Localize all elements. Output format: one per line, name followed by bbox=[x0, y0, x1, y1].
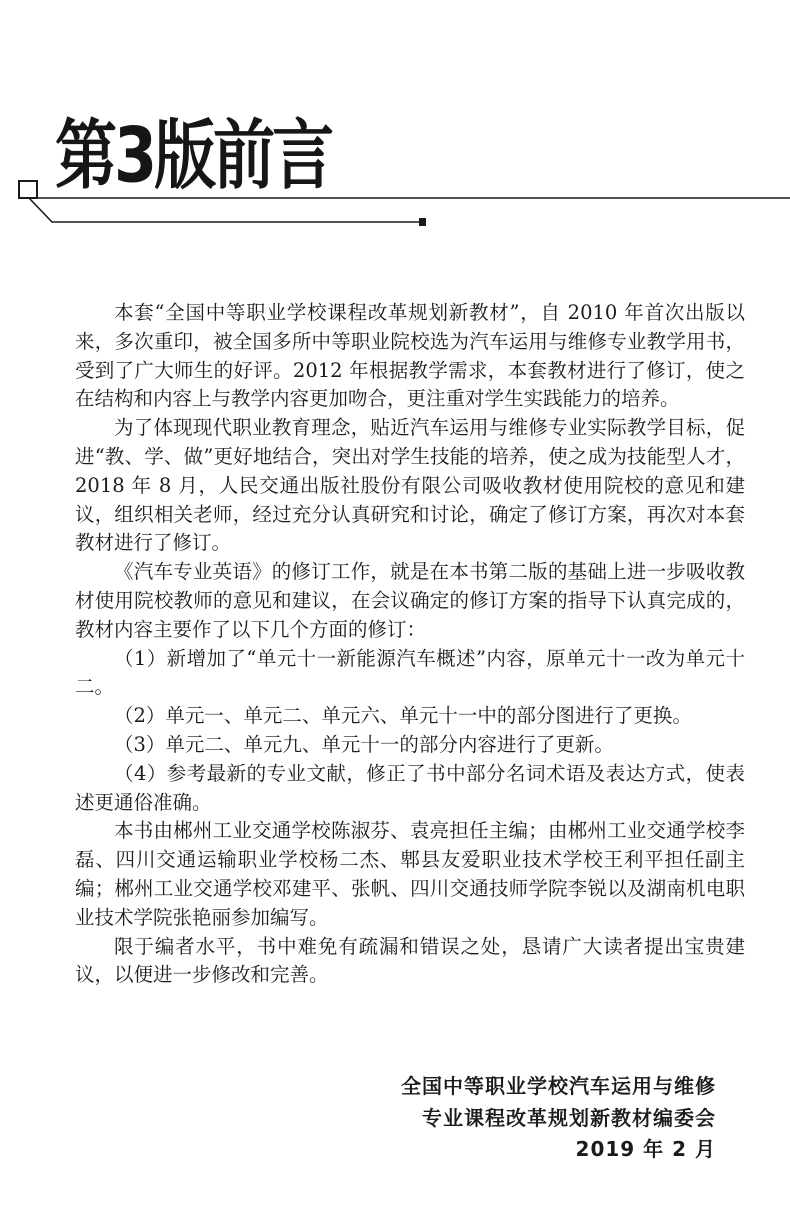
signature-org-line-2: 专业课程改革规划新教材编委会 bbox=[422, 1105, 716, 1130]
corner-square-icon bbox=[19, 181, 37, 198]
paragraph-closing: 限于编者水平，书中难免有疏漏和错误之处，恳请广大读者提出宝贵建议，以便进一步修改和完善。 bbox=[75, 934, 745, 987]
page-title: 第3版前言 bbox=[55, 110, 332, 200]
list-item-revision-3: （3）单元二、单元九、单元十一的部分内容进行了更新。 bbox=[114, 732, 614, 756]
signature-org-line-1: 全国中等职业学校汽车运用与维修 bbox=[401, 1074, 716, 1098]
list-item-revision-1: （1）新增加了“单元十一新能源汽车概述”内容，原单元十一改为单元十二。 bbox=[75, 646, 745, 699]
signature-block bbox=[401, 1071, 716, 1166]
paragraph-revision-background: 为了体现现代职业教育理念，贴近汽车运用与维修专业实际教学目标，促进“教、学、做”更好地结合，突出对学生技能的培养，使之成为技能型人才，2018 年 8 月，人民交通出版社股份有限公司吸收教材使用院校的意见和建议，组织相关老师，经过充分认真研究和讨论，确定了修订方案，再次对本套教材进行了修订。 bbox=[75, 416, 745, 555]
list-item-revision-2: （2）单元一、单元二、单元六、单元十一中的部分图进行了更换。 bbox=[114, 704, 692, 728]
signature-date: 2019 年 2 月 bbox=[575, 1137, 716, 1161]
title-bracket-rule bbox=[29, 198, 421, 222]
paragraph-authors: 本书由郴州工业交通学校陈淑芬、袁亮担任主编；由郴州工业交通学校李磊、四川交通运输职业学校杨二杰、郫县友爱职业技术学校王利平担任副主编；郴州工业交通学校邓建平、张帆、四川交通技师学院李锐以及湖南机电职业技术学院张艳丽参加编写。 bbox=[75, 819, 745, 929]
list-item-revision-4: （4）参考最新的专业文献，修正了书中部分名词术语及表达方式，使表述更通俗准确。 bbox=[75, 761, 745, 814]
paragraph-revision-scope: 《汽车专业英语》的修订工作，就是在本书第二版的基础上进一步吸收教材使用院校教师的意见和建议，在会议确定的修订方案的指导下认真完成的，教材内容主要作了以下几个方面的修订： bbox=[75, 560, 745, 641]
paragraph-intro: 本套“全国中等职业学校课程改革规划新教材”，自 2010 年首次出版以来，多次重印，被全国多所中等职业院校选为汽车运用与维修专业教学用书，受到了广大师生的好评。2012 年根据教学需求，本套教材进行了修订，使之在结构和内容上与教学内容更加吻合，更注重对学生实践能力的培养。 bbox=[75, 301, 745, 411]
rule-end-marker bbox=[419, 218, 426, 226]
preface-body bbox=[75, 299, 745, 990]
